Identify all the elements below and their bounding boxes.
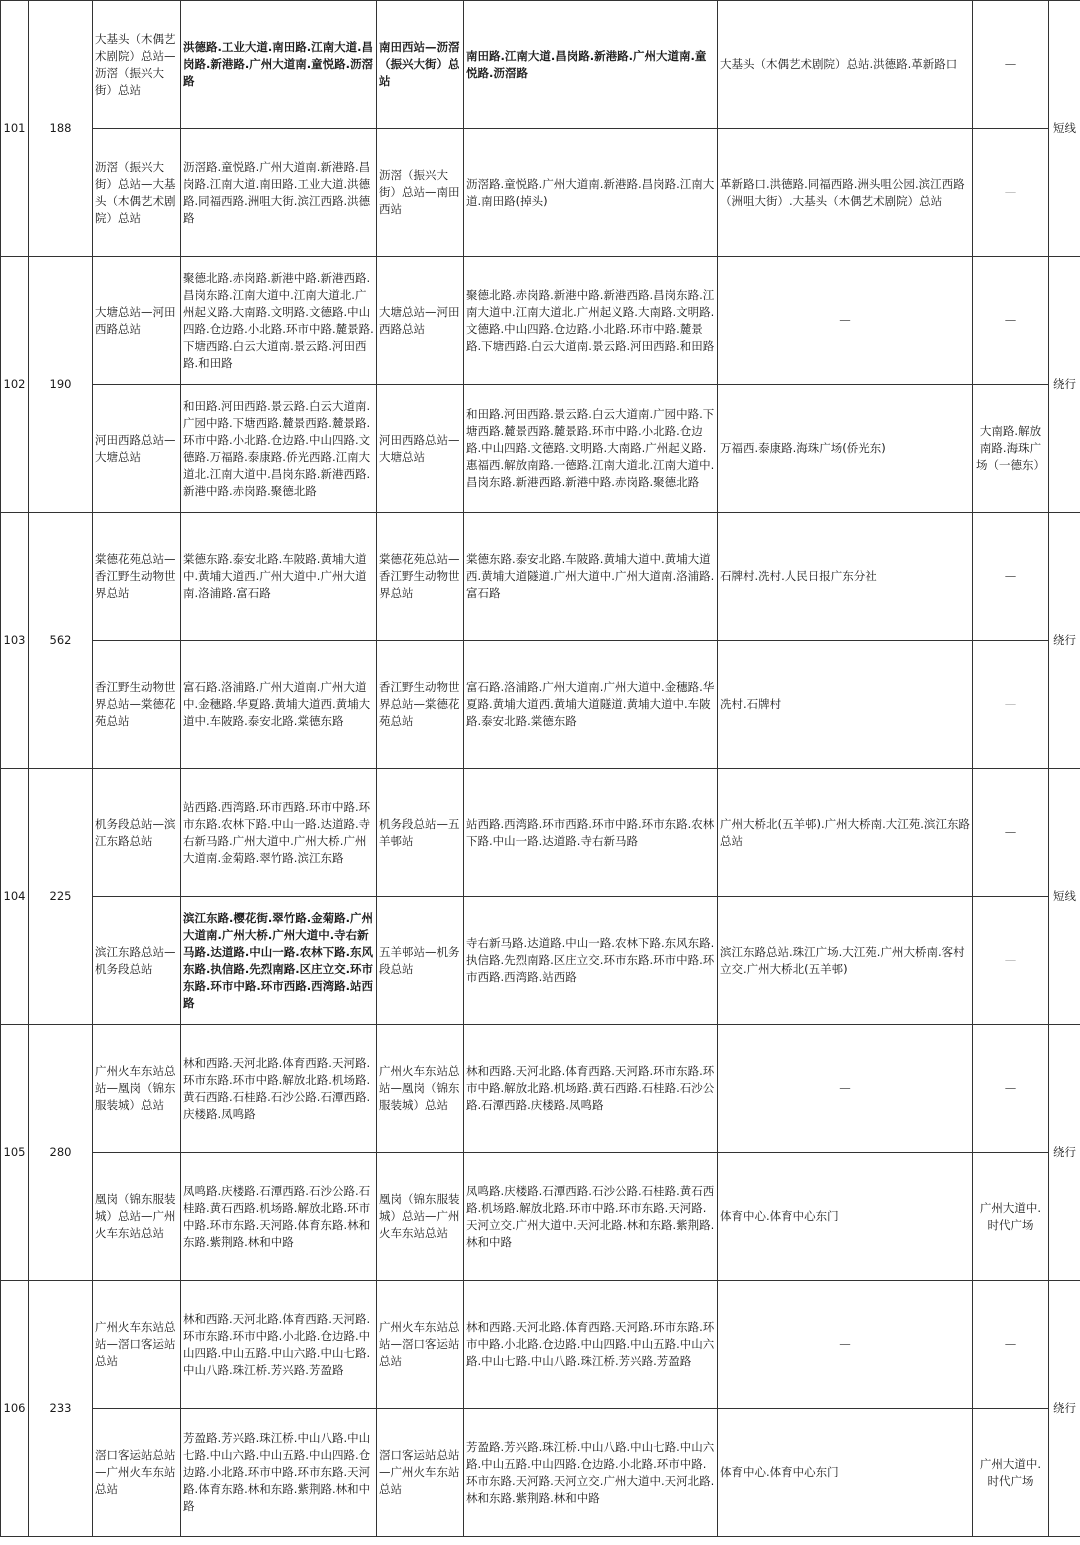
adjusted-path: 芳盈路.芳兴路.珠江桥.中山八路.中山七路.中山六路.中山五路.中山四路.仓边路.小北路.环市中路.环市东路.天河路.天河立交.广州大道中.天河北路.林和东路.紫荆路.林和中路: [464, 1409, 718, 1537]
table-body: [1, 1, 1080, 1537]
original-path: 凤鸣路.庆楼路.石潭西路.石沙公路.石桂路.黄石西路.机场路.解放北路.环市中路.环市东路.天河路.体育东路.林和东路.紫荆路.林和中路: [181, 1153, 377, 1281]
adjusted-terminals: 南田西站—沥滘（振兴大街）总站: [377, 1, 464, 129]
original-path: 富石路.洛浦路.广州大道南.广州大道中.金穗路.华夏路.黄埔大道西.黄埔大道中.车陂路.泰安北路.棠德东路: [181, 641, 377, 769]
cancelled-stops: 体育中心.体育中心东门: [718, 1409, 973, 1537]
cancelled-stops: 广州大桥北(五羊邨).广州大桥南.大江苑.滨江东路总站: [718, 769, 973, 897]
adjusted-terminals: 五羊邨站—机务段总站: [377, 897, 464, 1025]
added-stops: —: [973, 1, 1049, 129]
adjusted-path: 凤鸣路.庆楼路.石潭西路.石沙公路.石桂路.黄石西路.机场路.解放北路.环市中路.环市东路.天河路.天河立交.广州大道中.天河北路.林和东路.紫荆路.林和中路: [464, 1153, 718, 1281]
table-row: [1, 1153, 1080, 1281]
table-row: [1, 769, 1080, 897]
cancelled-stops: 石牌村.冼村.人民日报广东分社: [718, 513, 973, 641]
route-type: 绕行: [1049, 513, 1080, 769]
added-stops: —: [973, 257, 1049, 385]
cancelled-stops: 冼村.石牌村: [718, 641, 973, 769]
added-stops: —: [973, 769, 1049, 897]
original-path: 滨江东路.樱花街.翠竹路.金菊路.广州大道南.广州大桥.广州大道中.寺右新马路.达道路.中山一路.农林下路.东风东路.执信路.先烈南路.区庄立交.环市东路.环市中路.环市西路.西湾路.站西路: [181, 897, 377, 1025]
added-stops: 广州大道中.时代广场: [973, 1153, 1049, 1281]
adjusted-path: 站西路.西湾路.环市西路.环市中路.环市东路.农林下路.中山一路.达道路.寺右新马路: [464, 769, 718, 897]
adjusted-path: 林和西路.天河北路.体育西路.天河路.环市东路.环市中路.解放北路.机场路.黄石西路.石桂路.石沙公路.石潭西路.庆楼路.凤鸣路: [464, 1025, 718, 1153]
adjusted-terminals: 广州火车东站总站—滘口客运站总站: [377, 1281, 464, 1409]
direction-name: 棠德花苑总站—香江野生动物世界总站: [93, 513, 181, 641]
cancelled-stops: —: [718, 257, 973, 385]
direction-name: 香江野生动物世界总站—棠德花苑总站: [93, 641, 181, 769]
adjusted-path: 沥滘路.童悦路.广州大道南.新港路.昌岗路.江南大道.南田路(掉头): [464, 129, 718, 257]
added-stops: —: [973, 129, 1049, 257]
adjusted-path: 富石路.洛浦路.广州大道南.广州大道中.金穗路.华夏路.黄埔大道西.黄埔大道隧道.黄埔大道中.车陂路.泰安北路.棠德东路: [464, 641, 718, 769]
route-type: 短线: [1049, 1, 1080, 257]
adjusted-terminals: 香江野生动物世界总站—棠德花苑总站: [377, 641, 464, 769]
direction-name: 滨江东路总站—机务段总站: [93, 897, 181, 1025]
row-number: 102: [1, 257, 29, 513]
table-row: [1, 1409, 1080, 1537]
adjusted-path: 聚德北路.赤岗路.新港中路.新港西路.昌岗东路.江南大道中.江南大道北.广州起义路.大南路.文明路.文德路.中山四路.仓边路.小北路.环市中路.麓景路.下塘西路.白云大道南.景云路.河田西路.和田路: [464, 257, 718, 385]
route-number: 562: [29, 513, 93, 769]
direction-name: 大塘总站—河田西路总站: [93, 257, 181, 385]
route-number: 190: [29, 257, 93, 513]
table-row: [1, 897, 1080, 1025]
route-number: 188: [29, 1, 93, 257]
direction-name: 广州火车东站总站—滘口客运站总站: [93, 1281, 181, 1409]
original-path: 聚德北路.赤岗路.新港中路.新港西路.昌岗东路.江南大道中.江南大道北.广州起义路.大南路.文明路.文德路.中山四路.仓边路.小北路.环市中路.麓景路.下塘西路.白云大道南.景云路.河田西路.和田路: [181, 257, 377, 385]
original-path: 林和西路.天河北路.体育西路.天河路.环市东路.环市中路.小北路.仓边路.中山四路.中山五路.中山六路.中山七路.中山八路.珠江桥.芳兴路.芳盈路: [181, 1281, 377, 1409]
cancelled-stops: 万福西.泰康路.海珠广场(侨光东): [718, 385, 973, 513]
original-path: 芳盈路.芳兴路.珠江桥.中山八路.中山七路.中山六路.中山五路.中山四路.仓边路.小北路.环市中路.环市东路.天河路.体育东路.林和东路.紫荆路.林和中路: [181, 1409, 377, 1537]
route-number: 225: [29, 769, 93, 1025]
original-path: 沥滘路.童悦路.广州大道南.新港路.昌岗路.江南大道.南田路.工业大道.洪德路.同福西路.洲咀大街.滨江西路.洪德路: [181, 129, 377, 257]
route-type: 绕行: [1049, 1281, 1080, 1537]
adjusted-terminals: 大塘总站—河田西路总站: [377, 257, 464, 385]
original-path: 和田路.河田西路.景云路.白云大道南.广园中路.下塘西路.麓景西路.麓景路.环市中路.小北路.仓边路.中山四路.文德路.万福路.泰康路.侨光西路.江南大道北.江南大道中.昌岗东路.新港西路.新港中路.赤岗路.聚德北路: [181, 385, 377, 513]
cancelled-stops: 滨江东路总站.珠江广场.大江苑.广州大桥南.客村立交.广州大桥北(五羊邨): [718, 897, 973, 1025]
adjusted-terminals: 广州火车东站总站—凰岗（锦东服装城）总站: [377, 1025, 464, 1153]
cancelled-stops: —: [718, 1025, 973, 1153]
row-number: 103: [1, 513, 29, 769]
row-number: 104: [1, 769, 29, 1025]
added-stops: —: [973, 1281, 1049, 1409]
cancelled-stops: 大基头（木偶艺术剧院）总站.洪德路.革新路口: [718, 1, 973, 129]
original-path: 棠德东路.泰安北路.车陂路.黄埔大道中.黄埔大道西.广州大道中.广州大道南.洛浦路.富石路: [181, 513, 377, 641]
adjusted-path: 棠德东路.泰安北路.车陂路.黄埔大道中.黄埔大道西.黄埔大道隧道.广州大道中.广州大道南.洛浦路.富石路: [464, 513, 718, 641]
direction-name: 沥滘（振兴大街）总站—大基头（木偶艺术剧院）总站: [93, 129, 181, 257]
original-path: 洪德路.工业大道.南田路.江南大道.昌岗路.新港路.广州大道南.童悦路.沥滘路: [181, 1, 377, 129]
table-row: [1, 385, 1080, 513]
added-stops: —: [973, 897, 1049, 1025]
table-row: [1, 257, 1080, 385]
added-stops: 大南路.解放南路.海珠广场（一德东）: [973, 385, 1049, 513]
table-row: [1, 513, 1080, 641]
direction-name: 河田西路总站—大塘总站: [93, 385, 181, 513]
table-row: [1, 1, 1080, 129]
table-row: [1, 1281, 1080, 1409]
cancelled-stops: —: [718, 1281, 973, 1409]
adjusted-terminals: 棠德花苑总站—香江野生动物世界总站: [377, 513, 464, 641]
adjusted-path: 寺右新马路.达道路.中山一路.农林下路.东风东路.执信路.先烈南路.区庄立交.环市东路.环市中路.环市西路.西湾路.站西路: [464, 897, 718, 1025]
adjusted-terminals: 凰岗（锦东服装城）总站—广州火车东站总站: [377, 1153, 464, 1281]
route-number: 280: [29, 1025, 93, 1281]
original-path: 林和西路.天河北路.体育西路.天河路.环市东路.环市中路.解放北路.机场路.黄石西路.石桂路.石沙公路.石潭西路.庆楼路.凤鸣路: [181, 1025, 377, 1153]
added-stops: —: [973, 641, 1049, 769]
adjusted-path: 和田路.河田西路.景云路.白云大道南.广园中路.下塘西路.麓景西路.麓景路.环市中路.小北路.仓边路.中山四路.文德路.文明路.大南路.广州起义路.惠福西.解放南路.一德路.江南大道北.江南大道中.昌岗东路.新港西路.新港中路.赤岗路.聚德北路: [464, 385, 718, 513]
adjusted-path: 南田路.江南大道.昌岗路.新港路.广州大道南.童悦路.沥滘路: [464, 1, 718, 129]
table-row: [1, 641, 1080, 769]
row-number: 101: [1, 1, 29, 257]
added-stops: 广州大道中.时代广场: [973, 1409, 1049, 1537]
route-type: 短线: [1049, 769, 1080, 1025]
adjusted-terminals: 机务段总站—五羊邨站: [377, 769, 464, 897]
direction-name: 大基头（木偶艺术剧院）总站—沥滘（振兴大街）总站: [93, 1, 181, 129]
route-type: 绕行: [1049, 257, 1080, 513]
route-number: 233: [29, 1281, 93, 1537]
table-row: [1, 129, 1080, 257]
table-row: [1, 1025, 1080, 1153]
direction-name: 凰岗（锦东服装城）总站—广州火车东站总站: [93, 1153, 181, 1281]
adjusted-terminals: 河田西路总站—大塘总站: [377, 385, 464, 513]
added-stops: —: [973, 1025, 1049, 1153]
row-number: 106: [1, 1281, 29, 1537]
adjusted-terminals: 沥滘（振兴大街）总站—南田西站: [377, 129, 464, 257]
adjusted-terminals: 滘口客运站总站—广州火车东站总站: [377, 1409, 464, 1537]
direction-name: 广州火车东站总站—凰岗（锦东服装城）总站: [93, 1025, 181, 1153]
row-number: 105: [1, 1025, 29, 1281]
cancelled-stops: 革新路口.洪德路.同福西路.洲头咀公园.滨江西路（洲咀大街）.大基头（木偶艺术剧院）总站: [718, 129, 973, 257]
route-type: 绕行: [1049, 1025, 1080, 1281]
direction-name: 滘口客运站总站—广州火车东站总站: [93, 1409, 181, 1537]
original-path: 站西路.西湾路.环市西路.环市中路.环市东路.农林下路.中山一路.达道路.寺右新马路.广州大道中.广州大桥.广州大道南.金菊路.翠竹路.滨江东路: [181, 769, 377, 897]
adjusted-path: 林和西路.天河北路.体育西路.天河路.环市东路.环市中路.小北路.仓边路.中山四路.中山五路.中山六路.中山七路.中山八路.珠江桥.芳兴路.芳盈路: [464, 1281, 718, 1409]
direction-name: 机务段总站—滨江东路总站: [93, 769, 181, 897]
added-stops: —: [973, 513, 1049, 641]
cancelled-stops: 体育中心.体育中心东门: [718, 1153, 973, 1281]
